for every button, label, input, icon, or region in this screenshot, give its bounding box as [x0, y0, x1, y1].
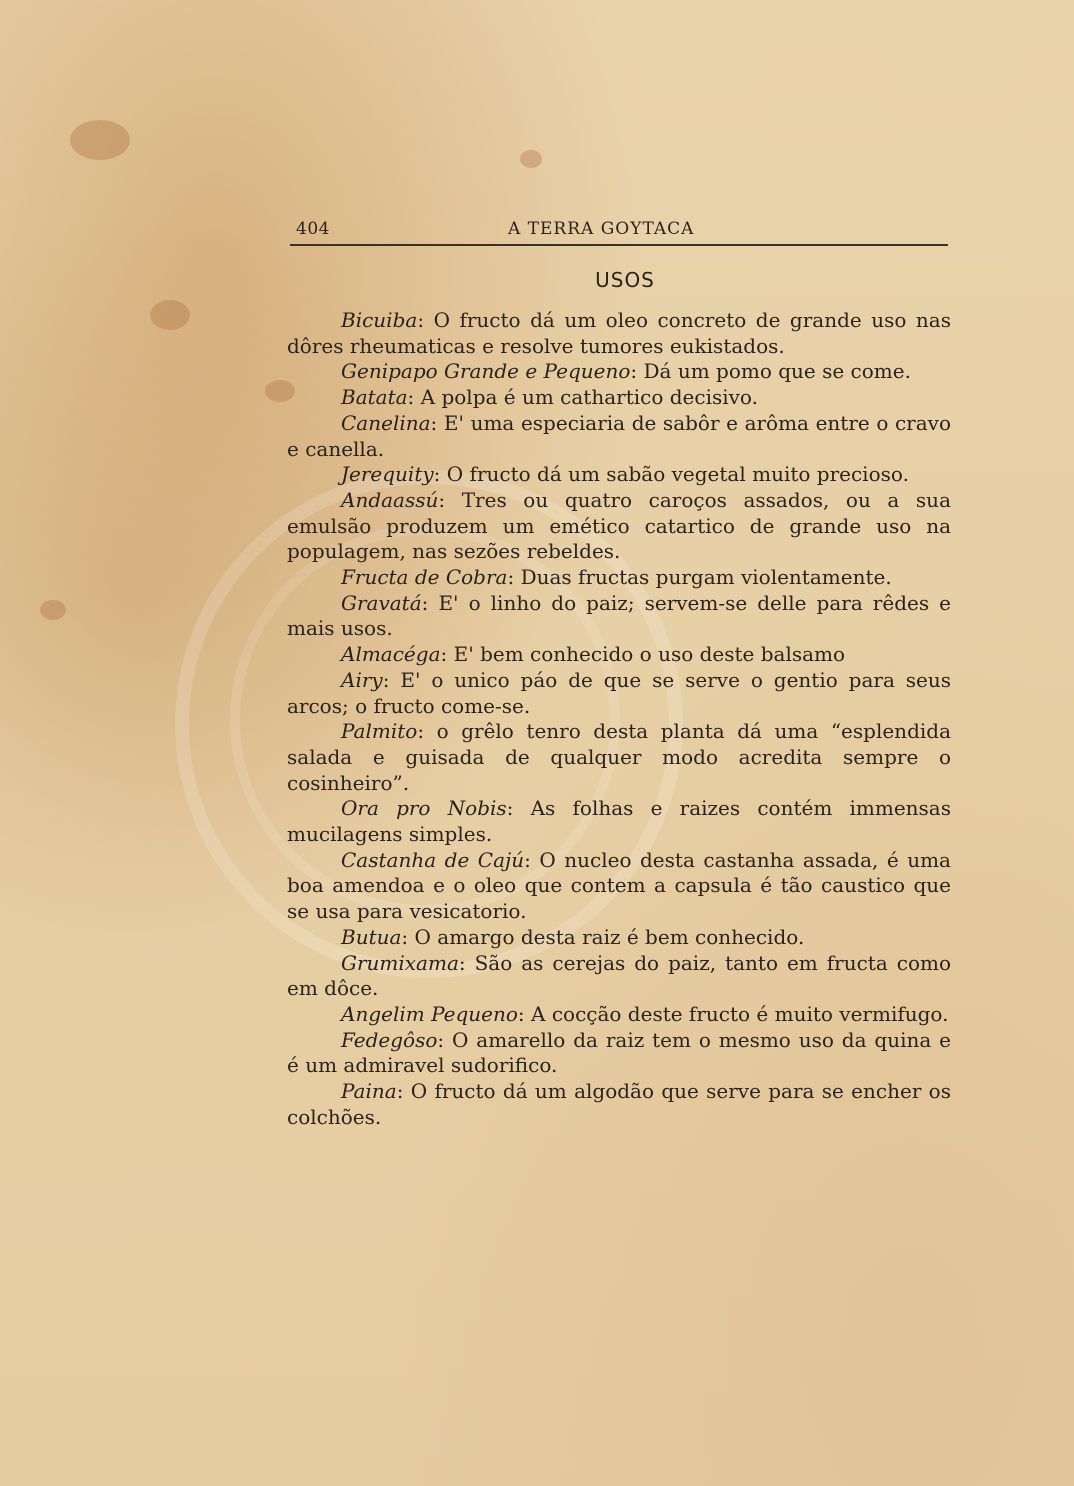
entry-term: Canelina [341, 410, 431, 435]
entry-term: Castanha de Cajú [341, 847, 525, 872]
entry-text: As folhas e raizes contém immensas mucilagens simples. [287, 796, 951, 847]
entry-term: Angelim Pequeno [341, 1001, 518, 1026]
entry-term: Batata [341, 385, 408, 410]
entry-text: E' o unico páo de que se serve o gentio para seus arcos; o fructo come-se. [287, 667, 951, 718]
entry-term: Grumixama [341, 950, 459, 975]
entry-paina: Paina: O fructo dá um algodão que serve para se encher os colchões. [287, 1079, 951, 1129]
entry-text: E' bem conhecido o uso deste balsamo [453, 642, 846, 667]
paper-stain [150, 300, 190, 330]
running-header [290, 216, 948, 246]
entry-term: Jerequity [341, 462, 434, 487]
paper-stain [40, 600, 66, 620]
entry-gravata: Gravatá: E' o linho do paiz; servem-se delle para rêdes e mais usos. [287, 590, 951, 641]
entry-text: o grêlo tenro desta planta dá uma “esplendida salada e guisada de qualquer modo acredita sempre o cosinheiro”. [287, 719, 951, 795]
page-number: 404 [296, 219, 330, 239]
entry-andaassu: Andaassú: Tres ou quatro caroços assados, ou a sua emulsão produzem um emético catartico de grande uso na populagem, nas sezões rebeldes. [287, 487, 951, 564]
entry-text: O amargo desta raiz é bem conhecido. [414, 924, 805, 949]
entry-text: Tres ou quatro caroços assados, ou a sua emulsão produzem um emético catartico de grande uso na populagem, nas sezões rebeldes. [287, 487, 951, 564]
entry-text: São as cerejas do paiz, tanto em fructa como em dôce. [287, 950, 951, 1001]
entry-jerequity: Jerequity: O fructo dá um sabão vegetal muito precioso. [341, 462, 909, 487]
entry-term: Fedegôso [341, 1027, 438, 1052]
entry-text: E' o linho do paiz; servem-se delle para rêdes e mais usos. [287, 590, 951, 641]
paper-stain [70, 120, 130, 160]
entry-bicuiba: Bicuiba: O fructo dá um oleo concreto de grande uso nas dôres rheumaticas e resolve tumores eukistados. [287, 308, 951, 358]
entry-term: Bicuiba [341, 308, 418, 332]
entry-canelina: Canelina: E' uma especiaria de sabôr e arôma entre o cravo e canella. [287, 410, 951, 461]
entry-text: Duas fructas purgam violentamente. [520, 565, 892, 590]
entry-angelim-pequeno: Angelim Pequeno: A cocção deste fructo é muito vermifugo. [341, 1001, 949, 1026]
entry-term: Butua [341, 924, 402, 949]
paper-stain [520, 150, 542, 168]
entry-term: Palmito [341, 719, 418, 744]
entry-text: O fructo dá um sabão vegetal muito precioso. [446, 462, 909, 487]
entry-text: O fructo dá um oleo concreto de grande uso nas dôres rheumaticas e resolve tumores eukistados. [287, 308, 951, 358]
entry-fructa-de-cobra: Fructa de Cobra: Duas fructas purgam violentamente. [341, 565, 892, 590]
entry-text: O fructo dá um algodão que serve para se encher os colchões. [287, 1079, 951, 1129]
entry-castanha-de-caju: Castanha de Cajú: O nucleo desta castanha assada, é uma boa amendoa e o oleo que contem a capsula é tão caustico que se usa para vesicatorio. [287, 847, 951, 924]
entry-ora-pro-nobis: Ora pro Nobis: As folhas e raizes contém immensas mucilagens simples. [287, 796, 951, 847]
entry-text: Dá um pomo que se come. [643, 359, 911, 384]
entry-genipapo: Genipapo Grande e Pequeno: Dá um pomo que se come. [341, 359, 911, 384]
entry-term: Ora pro Nobis [341, 796, 507, 821]
entry-term: Airy [341, 667, 383, 692]
entries-list [287, 308, 951, 1131]
entry-palmito: Palmito: o grêlo tenro desta planta dá uma “esplendida salada e guisada de qualquer modo acredita sempre o cosinheiro”. [287, 719, 951, 795]
section-title: USOS [595, 268, 655, 292]
entry-term: Paina [341, 1079, 397, 1104]
entry-text: A polpa é um cathartico decisivo. [420, 385, 758, 410]
entry-term: Fructa de Cobra [341, 565, 508, 590]
entry-fedegoso: Fedegôso: O amarello da raiz tem o mesmo uso da quina e é um admiravel sudorifico. [287, 1027, 951, 1078]
entry-butua: Butua: O amargo desta raiz é bem conhecido. [341, 924, 805, 949]
entry-term: Almacéga [341, 642, 441, 667]
entry-airy: Airy: E' o unico páo de que se serve o gentio para seus arcos; o fructo come-se. [287, 667, 951, 718]
entry-almacega: Almacéga: E' bem conhecido o uso deste balsamo [341, 642, 846, 667]
entry-term: Andaassú [341, 487, 439, 512]
entry-term: Genipapo Grande e Pequeno [341, 359, 631, 384]
entry-text: O nucleo desta castanha assada, é uma boa amendoa e o oleo que contem a capsula é tão caustico que se usa para vesicatorio. [287, 847, 951, 924]
entry-text: O amarello da raiz tem o mesmo uso da quina e é um admiravel sudorifico. [287, 1027, 951, 1078]
entry-batata: Batata: A polpa é um cathartico decisivo. [341, 385, 758, 410]
entry-text: E' uma especiaria de sabôr e arôma entre o cravo e canella. [287, 410, 951, 461]
running-title: A TERRA GOYTACA [508, 219, 695, 239]
entry-text: A cocção deste fructo é muito vermifugo. [531, 1001, 949, 1026]
entry-grumixama: Grumixama: São as cerejas do paiz, tanto em fructa como em dôce. [287, 950, 951, 1001]
entry-term: Gravatá [341, 590, 422, 615]
